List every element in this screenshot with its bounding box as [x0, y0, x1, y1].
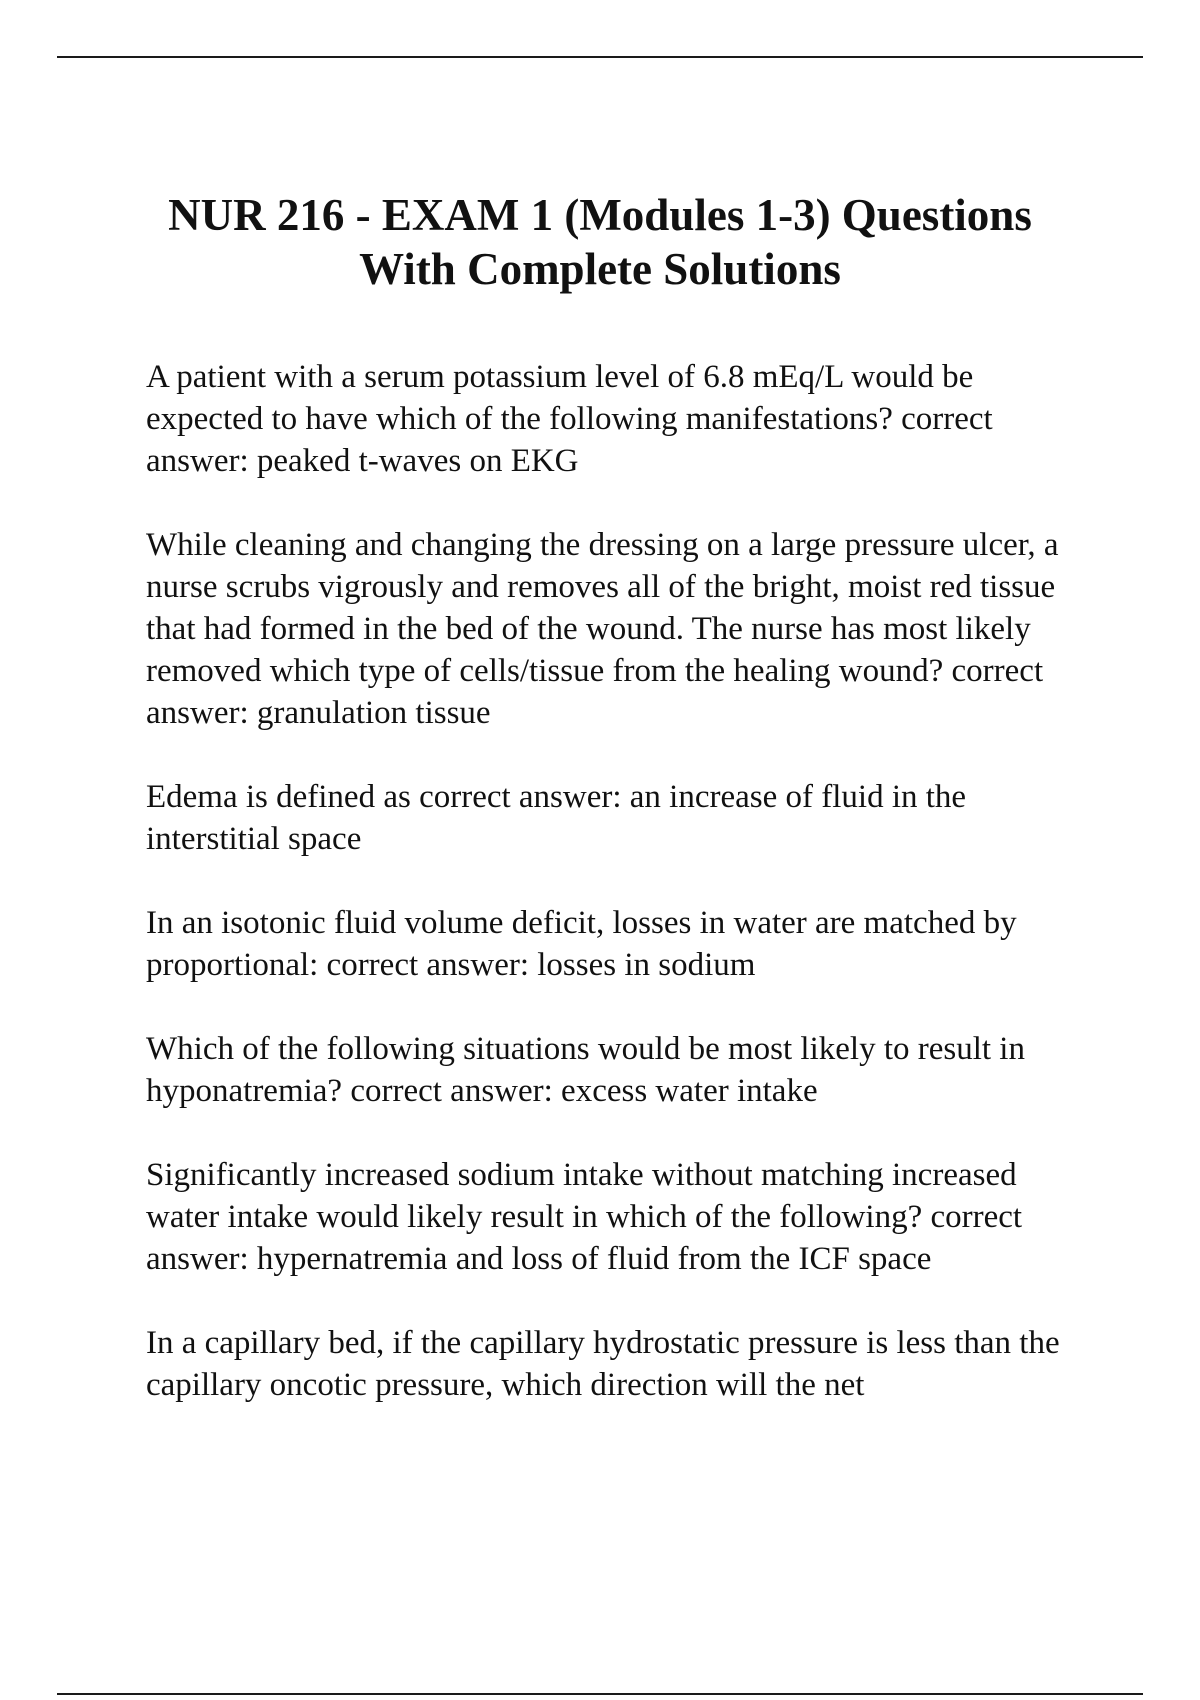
question-item-3: Edema is defined as correct answer: an increase of fluid in the interstitial space — [146, 779, 967, 857]
header-divider — [57, 56, 1143, 58]
question-item-2: While cleaning and changing the dressing on a large pressure ulcer, a nurse scrubs vigrously and removes all of the bright, moist red tissue that had formed in the bed of the wound. The nurse has most likely removed which type of cells/tissue from the healing wound? correct answer: granulation tissue — [146, 527, 1059, 731]
question-list — [146, 356, 1096, 1448]
question-item-5: Which of the following situations would be most likely to result in hyponatremia? correct answer: excess water intake — [146, 1031, 1025, 1109]
question-item-4: In an isotonic fluid volume deficit, losses in water are matched by proportional: correct answer: losses in sodium — [146, 905, 1017, 983]
document-title — [100, 188, 1100, 296]
question-item-1: A patient with a serum potassium level of 6.8 mEq/L would be expected to have which of the following manifestations? correct answer: peaked t-waves on EKG — [146, 359, 993, 479]
footer-divider — [57, 1693, 1143, 1695]
document-title-line-2: With Complete Solutions — [359, 244, 841, 294]
question-item-6: Significantly increased sodium intake without matching increased water intake would likely result in which of the following? correct answer: hypernatremia and loss of fluid from the ICF space — [146, 1157, 1023, 1277]
question-item-7: In a capillary bed, if the capillary hydrostatic pressure is less than the capillary oncotic pressure, which direction will the net — [146, 1325, 1060, 1403]
document-title-line-1: NUR 216 - EXAM 1 (Modules 1-3) Questions — [168, 190, 1032, 240]
